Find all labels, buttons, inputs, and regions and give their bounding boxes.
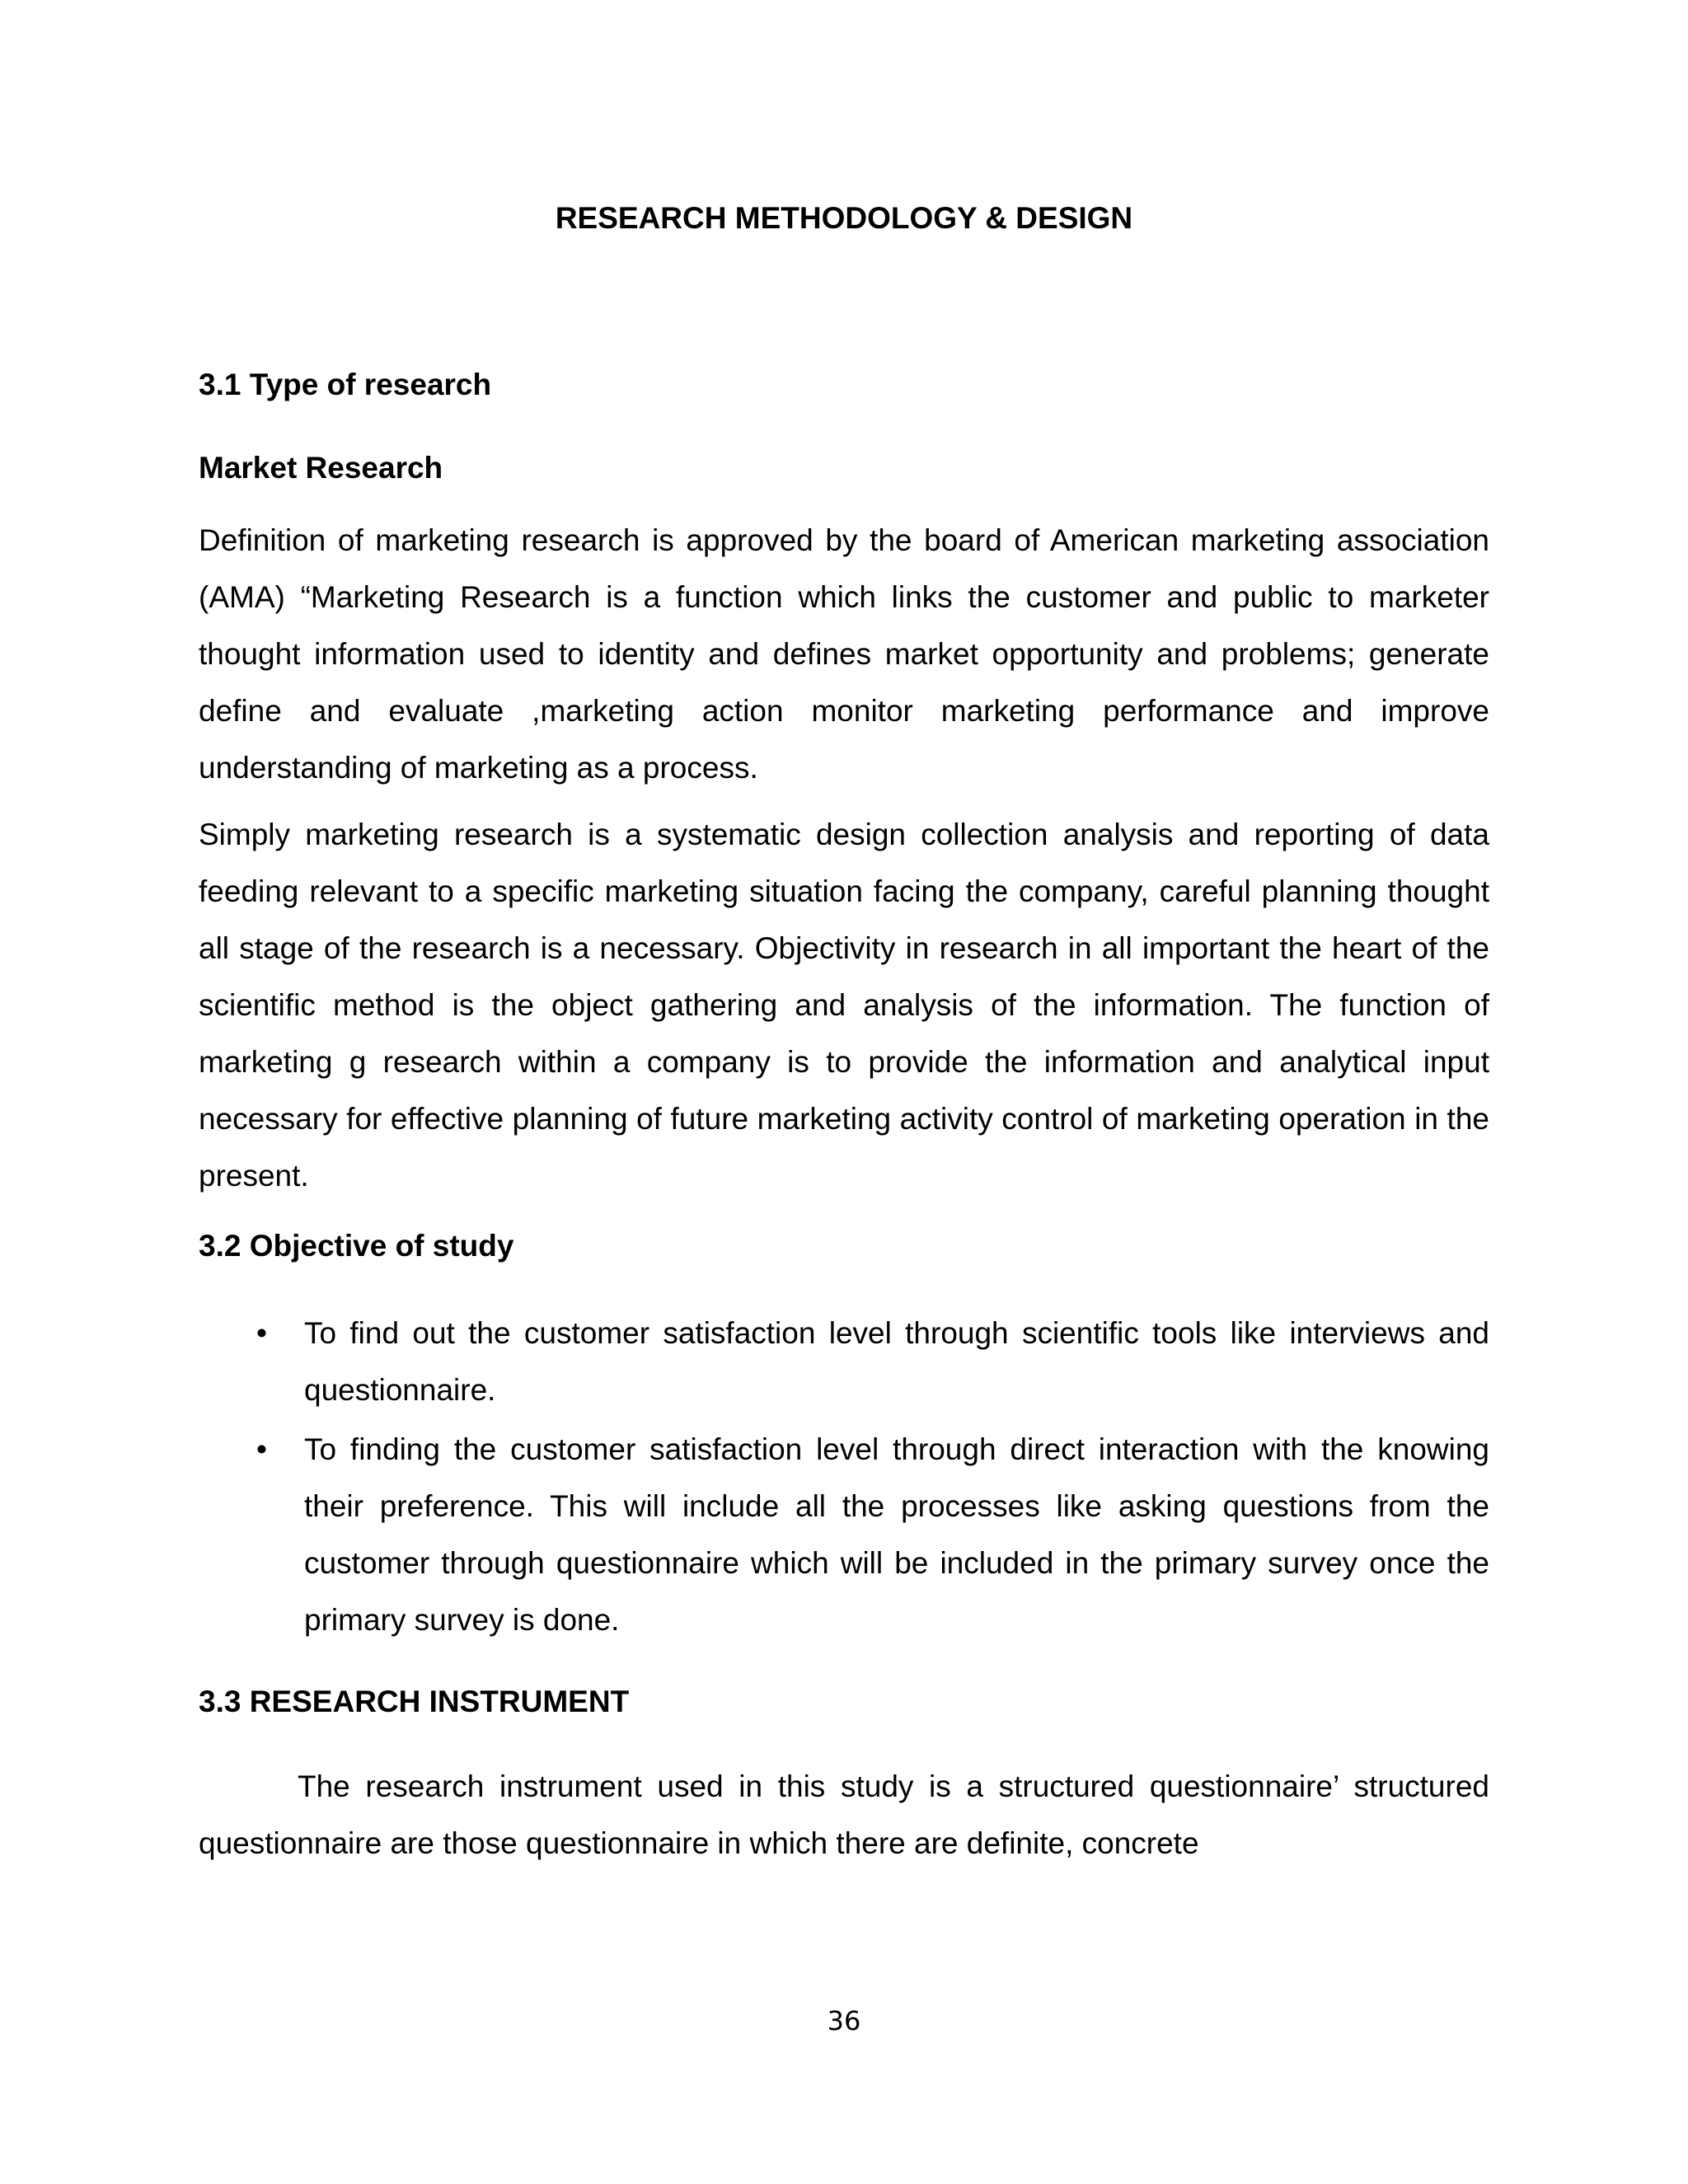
list-item-text: To find out the customer satisfaction level through scientific tools like interviews and questionnaire. [304,1316,1489,1407]
paragraph-definition: Definition of marketing research is approved by the board of American marketing association (AMA) “Marketing Research is a function which links the customer and public to marketer thought information used to identity and defines market opportunity and problems; generate define and evaluate ,marketing action monitor marketing performance and improve understanding of marketing as a process. [199,523,1489,785]
bullet-icon: • [256,1316,267,1350]
paragraph-research-instrument: The research instrument used in this study is a structured questionnaire’ structured questionnaire are those questionnaire in which there are definite, concrete [199,1769,1489,1860]
page-number: 36 [827,2005,861,2036]
section-heading-type-of-research: 3.1 Type of research [199,368,492,401]
page-title: RESEARCH METHODOLOGY & DESIGN [555,201,1133,235]
section-heading-objective-of-study: 3.2 Objective of study [199,1229,514,1263]
section-heading-research-instrument: 3.3 RESEARCH INSTRUMENT [199,1685,630,1718]
subheading-market-research: Market Research [199,451,443,485]
list-item [199,1305,1489,1418]
list-item-text: To finding the customer satisfaction level through direct interaction with the knowing their preference. This will include all the processes like asking questions from the customer through questionnaire which will be included in the primary survey once the primary survey is done. [304,1432,1489,1637]
objectives-list [199,1305,1489,1651]
list-item [199,1421,1489,1648]
bullet-icon: • [256,1432,267,1466]
paragraph-simply-marketing: Simply marketing research is a systematic design collection analysis and reporting of data feeding relevant to a specific marketing situation facing the company, careful planning thought all stage of the research is a necessary. Objectivity in research in all important the heart of the scientific method is the object gathering and analysis of the information. The function of marketing g research within a company is to provide the information and analytical input necessary for effective planning of future marketing activity control of marketing operation in the present. [199,818,1489,1193]
